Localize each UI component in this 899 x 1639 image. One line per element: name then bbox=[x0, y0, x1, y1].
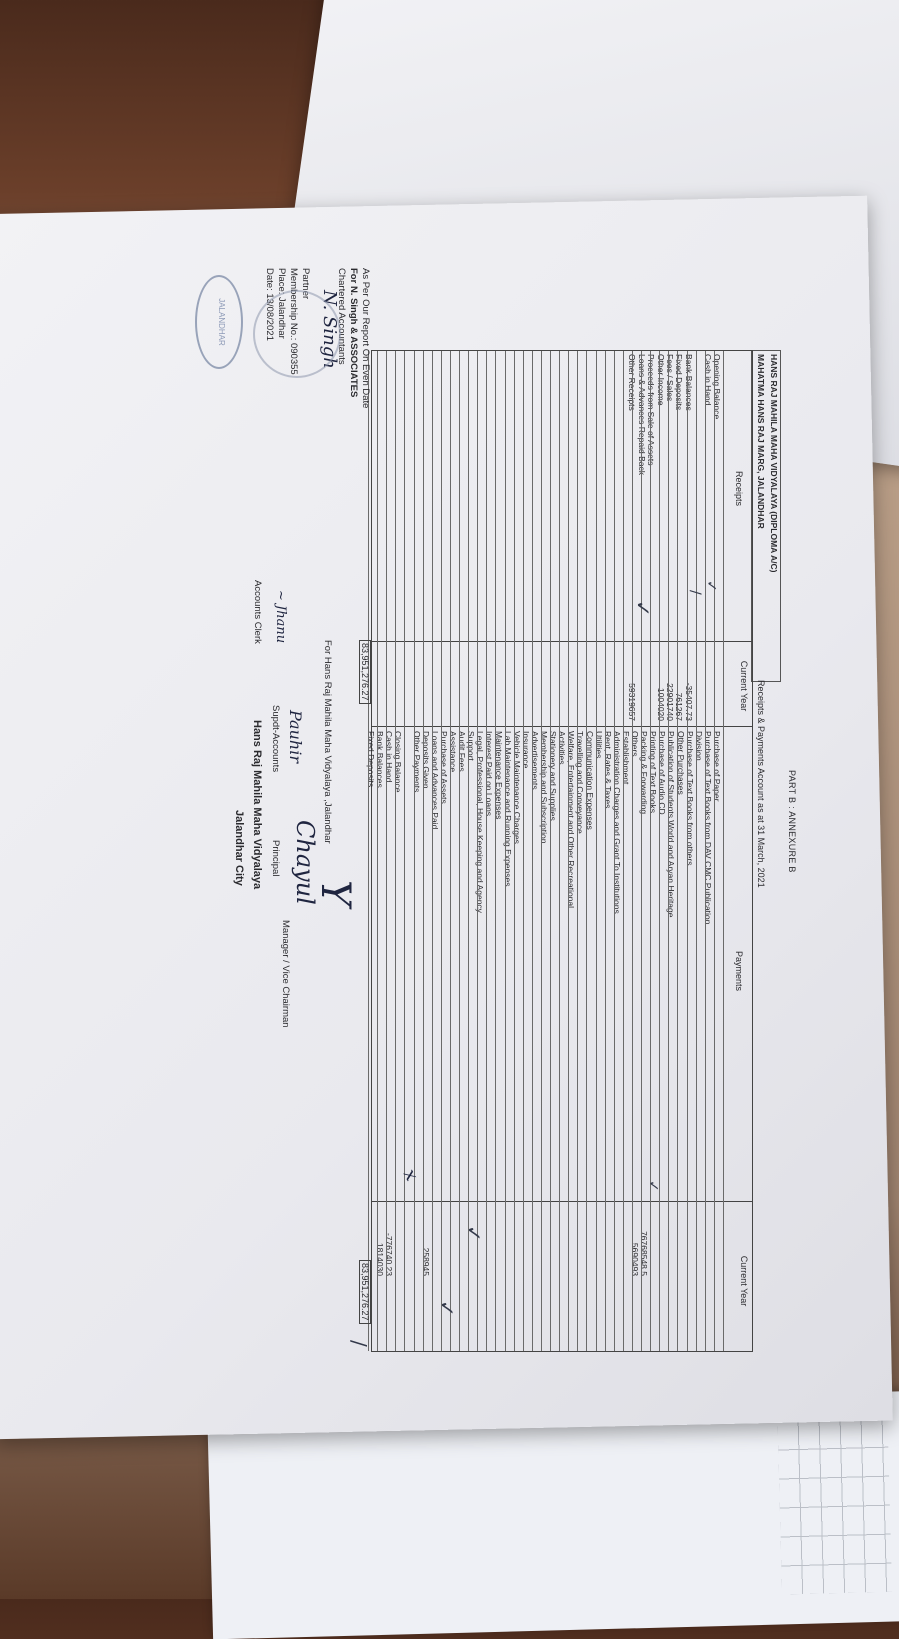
auditor-report-line: As Per Our Report On Even Date bbox=[360, 268, 371, 409]
table-row-line bbox=[705, 351, 706, 1351]
check-mark: ✓ bbox=[435, 1300, 459, 1317]
pen-mark: x bbox=[398, 1165, 423, 1185]
table-row-line bbox=[532, 351, 533, 1351]
payment-row-label: Audit Fees bbox=[457, 731, 468, 772]
payment-row-label: Insurance bbox=[520, 731, 531, 769]
payment-row-value: 76768548.5 bbox=[639, 1231, 650, 1276]
table-row-line bbox=[678, 351, 679, 1351]
payment-row-label: Interest Paid on Loans bbox=[484, 731, 495, 817]
payment-row-label: Division bbox=[693, 731, 704, 761]
table-row-line bbox=[486, 351, 487, 1351]
table-row-line bbox=[550, 351, 551, 1351]
lower-sheet-table-lines bbox=[777, 1412, 892, 1595]
receipt-row-label: Cash in Hand bbox=[702, 354, 713, 406]
table-row-line bbox=[577, 351, 578, 1351]
accounts-clerk-signature: ~ Jhanu bbox=[273, 590, 288, 644]
table-row-line bbox=[405, 351, 406, 1351]
table-row-line bbox=[596, 351, 597, 1351]
principal-label: Principal bbox=[270, 840, 281, 877]
payment-row-label: Publication of Students World and Aryan Heritage bbox=[666, 731, 677, 918]
payment-row-label: Activities bbox=[557, 731, 568, 765]
table-row-line bbox=[614, 351, 615, 1351]
payments-year-header: Current Year bbox=[739, 1255, 749, 1307]
for-institution-line: For Hans Raj Mahila Maha Vidyalaya ,Jalandhar bbox=[322, 640, 333, 844]
payment-row-label: Stationery and Supplies bbox=[548, 731, 559, 821]
accounts-table bbox=[366, 350, 753, 1352]
payment-row-label: Loans and Advances Paid bbox=[429, 731, 440, 830]
payment-row-label: Cash in Hand bbox=[384, 731, 395, 783]
table-row-line bbox=[386, 351, 387, 1351]
receipt-row-label: Proceeds from Sale of Assets bbox=[646, 354, 657, 466]
receipt-row-value: -35407.73 bbox=[683, 682, 694, 721]
payment-row-label: Others bbox=[630, 731, 641, 757]
table-row-line bbox=[559, 351, 560, 1351]
receipts-header: Receipts bbox=[734, 471, 744, 507]
table-row-line bbox=[568, 351, 569, 1351]
payment-row-label: Travelling and Conveyance bbox=[575, 731, 586, 834]
receipt-row-label: Bank Balances bbox=[683, 354, 694, 411]
receipt-row-label: Loans & Advances Repaid Back bbox=[636, 354, 647, 475]
payment-row-label: Legal, Professional, House Keeping and Agency bbox=[475, 731, 486, 913]
payment-row-label: Lab Maintenance and Running Expenses bbox=[502, 731, 513, 887]
payment-row-label: Assistance bbox=[448, 731, 459, 773]
payment-row-value: -776740.23 bbox=[384, 1232, 395, 1276]
accounts-clerk-label: Accounts Clerk bbox=[252, 580, 263, 644]
receipt-row-label: Opening Balance bbox=[712, 354, 722, 420]
auditor-firm: For N. Singh & ASSOCIATES bbox=[348, 268, 359, 398]
table-row-line bbox=[623, 351, 624, 1351]
table-row-line bbox=[659, 351, 660, 1351]
payment-row-label: Other Payments bbox=[411, 731, 422, 793]
table-row-line bbox=[496, 351, 497, 1351]
payment-row-label: Membership and Subscription bbox=[539, 731, 550, 844]
payment-row-label: Closing Balance bbox=[393, 731, 404, 793]
table-row-line bbox=[505, 351, 506, 1351]
principal-stamp-line2: Jalandhar City bbox=[233, 810, 245, 886]
payment-row-label: Fixed Deposits bbox=[366, 731, 377, 788]
payment-row-label: Packing & Forwarding bbox=[639, 731, 650, 815]
institution-address: MAHATMA HANS RAJ MARG, JALANDHAR bbox=[756, 354, 766, 529]
auditor-seal bbox=[253, 290, 341, 378]
table-row-line bbox=[641, 351, 642, 1351]
stamp-text: JALANDHAR bbox=[217, 298, 226, 346]
payment-row-label: Vehicle Maintenance Charges bbox=[511, 731, 522, 844]
receipt-row-value: 1004020 bbox=[655, 687, 666, 721]
payment-row-label: Purchase of Text Books from DAV CMC Publication bbox=[702, 731, 713, 925]
receipt-row-value: 59319657 bbox=[627, 683, 638, 721]
auditor-signature: N. Singh bbox=[319, 290, 340, 369]
payment-row-label: Purchase of Assets bbox=[439, 731, 449, 804]
payment-row-label: Printing of Text Books bbox=[648, 731, 659, 814]
institution-name: HANS RAJ MAHILA MAHA VIDYALAYA (DIPLOMA A/C) bbox=[769, 354, 779, 573]
payment-row-value: 258945 bbox=[420, 1247, 431, 1276]
auditor-designation: Chartered Accountants bbox=[336, 268, 347, 365]
receipts-payments-document bbox=[191, 250, 811, 1380]
supdt-accounts-label: Supdt-Accounts bbox=[270, 705, 281, 773]
receipt-row-label: Other Receipts bbox=[627, 354, 638, 411]
institution-title-box bbox=[751, 350, 781, 682]
table-row-line bbox=[468, 351, 469, 1351]
table-row-line bbox=[523, 351, 524, 1351]
check-mark: ✓ bbox=[645, 1180, 661, 1192]
payment-row-label: Rent, Rates & Taxes bbox=[602, 731, 613, 809]
receipt-row-label: Fixed Deposits bbox=[674, 354, 685, 411]
payment-row-label: Other Purchases bbox=[675, 731, 686, 795]
payment-row-label: Communication Expenses bbox=[584, 731, 595, 830]
check-mark: ✓ bbox=[631, 600, 655, 617]
payments-header: Payments bbox=[734, 951, 744, 992]
payment-row-label: Welfare, Entertainment and Other Recreational bbox=[566, 731, 577, 909]
check-mark: ✓ bbox=[462, 1225, 486, 1242]
manager-signature: Y bbox=[312, 880, 358, 907]
receipt-row-label: Other Income bbox=[655, 354, 666, 406]
table-row-line bbox=[414, 351, 415, 1351]
auditor-date: Date: 13/08/2021 bbox=[264, 268, 275, 341]
table-row-line bbox=[668, 351, 669, 1351]
principal-stamp-line1: Hans Raj Mahila Maha Vidyalaya bbox=[251, 720, 263, 890]
table-row-line bbox=[395, 351, 396, 1351]
table-row-line bbox=[377, 351, 378, 1351]
auditor-partner: Partner bbox=[300, 268, 311, 300]
payment-row-label: Purchase of Paper bbox=[712, 731, 722, 802]
payment-row-label: Establishment bbox=[621, 731, 631, 785]
table-row-line bbox=[432, 351, 433, 1351]
check-mark: / bbox=[347, 1340, 371, 1347]
manager-label: Manager / Vice Chairman bbox=[280, 920, 291, 1028]
payment-row-value: 5690493 bbox=[630, 1242, 641, 1276]
table-row-line bbox=[632, 351, 633, 1351]
table-row-line bbox=[696, 351, 697, 1351]
receipt-row-label: Fees / Sales bbox=[665, 354, 675, 402]
table-row-line bbox=[477, 351, 478, 1351]
payment-row-label: Purchase of Text Books from others bbox=[684, 731, 695, 866]
payment-row-label: Purchase of Audio CD bbox=[657, 731, 668, 815]
table-row-line bbox=[587, 351, 588, 1351]
receipts-year-header: Current Year bbox=[739, 660, 749, 712]
table-row-line bbox=[723, 351, 724, 1351]
payment-row-label: Deposits Given bbox=[420, 731, 431, 789]
payments-total: 83,951,276.27 bbox=[359, 1260, 371, 1324]
payment-row-label: Maintenance Expenses bbox=[493, 731, 504, 820]
table-row-line bbox=[541, 351, 542, 1351]
table-row-line bbox=[714, 351, 715, 1351]
auditor-round-stamp bbox=[195, 275, 243, 369]
table-row-line bbox=[368, 351, 369, 1351]
auditor-membership: Membership No.: 090355 bbox=[288, 268, 299, 375]
payment-row-value: 1814030 bbox=[375, 1242, 386, 1276]
check-mark: / bbox=[687, 590, 703, 595]
payment-row-label: Bank Balances bbox=[375, 731, 386, 788]
annexure-label: PART B : ANNEXURE B bbox=[787, 770, 797, 873]
table-row-line bbox=[514, 351, 515, 1351]
table-row-line bbox=[687, 351, 688, 1351]
table-row-line bbox=[605, 351, 606, 1351]
receipts-total: 83,951,276.27 bbox=[359, 640, 371, 704]
table-row-line bbox=[459, 351, 460, 1351]
principal-signature: Chayul bbox=[291, 820, 319, 905]
table-row-line bbox=[423, 351, 424, 1351]
table-row-line bbox=[450, 351, 451, 1351]
auditor-place: Place: Jalandhar bbox=[276, 268, 287, 339]
statement-title: Receipts & Payments Account as at 31 March, 2021 bbox=[756, 680, 766, 888]
payment-row-label: Advertisements bbox=[530, 731, 540, 790]
table-row-line bbox=[650, 351, 651, 1351]
payment-row-label: Administration Charges and Grant To Institutions bbox=[611, 731, 622, 914]
table-row-line bbox=[441, 351, 442, 1351]
payment-row-label: Utilities bbox=[593, 731, 604, 759]
payment-row-label: Support bbox=[466, 731, 477, 761]
check-mark: ✓ bbox=[703, 580, 719, 592]
receipt-row-value: 22901740 bbox=[665, 683, 675, 721]
receipt-row-value: 761267 bbox=[674, 692, 685, 721]
supdt-signature: Pauhir bbox=[286, 710, 305, 763]
